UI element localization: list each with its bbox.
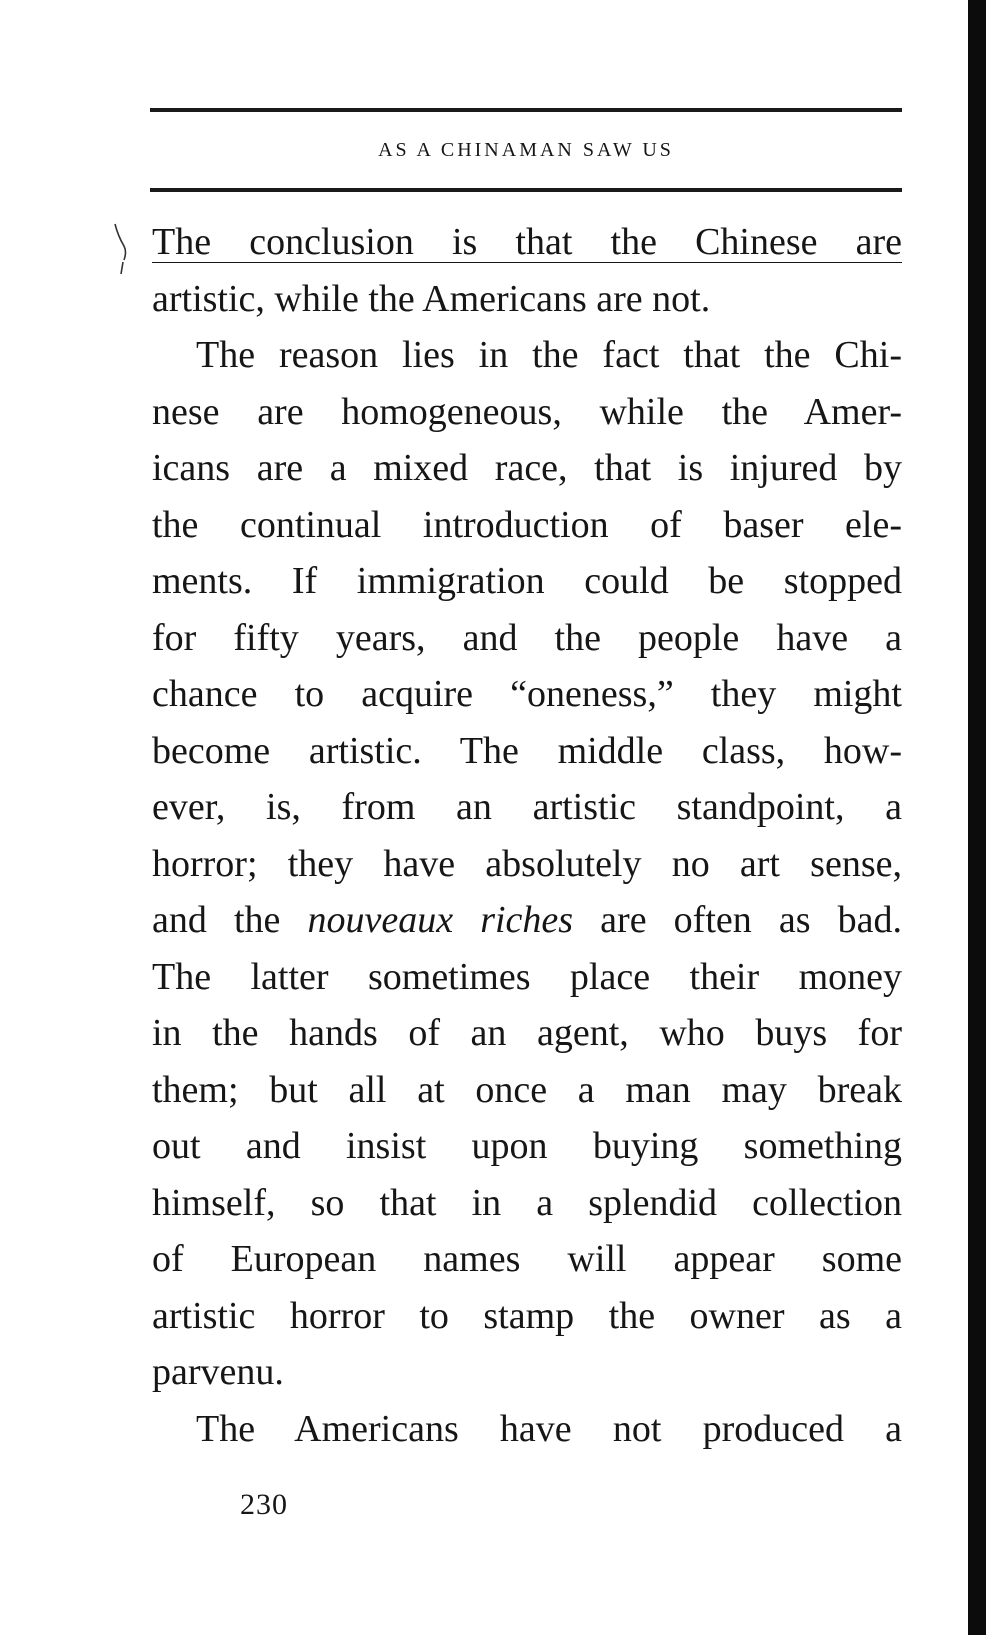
running-head: AS A CHINAMAN SAW US [378,139,674,161]
text-segment: are often as bad. [573,899,902,941]
text-segment: and the [152,899,308,941]
text-line: The Americans have not produced a [196,1407,902,1450]
italic-phrase: nouveaux riches [307,899,574,941]
top-rule [150,108,902,112]
text-line: them; but all at once a man may break [152,1068,902,1111]
text-line: out and insist upon buying something [152,1125,902,1167]
text-line: become artistic. The middle class, how- [152,729,902,772]
text-line: icans are a mixed race, that is injured by [152,447,902,489]
text-line: the continual introduction of baser ele- [152,503,902,546]
margin-pencil-mark-icon [112,222,132,292]
text-line: The reason lies in the fact that the Chi- [196,334,902,376]
text-line: himself, so that in a splendid collection [152,1181,902,1224]
text-line: ments. If immigration could be stopped [152,560,902,602]
text-line: of European names will appear some [152,1238,902,1280]
text-line: horror; they have absolutely no art sense, [152,842,902,885]
text-line: parvenu. [152,1351,284,1393]
text-line: artistic, while the Americans are not. [152,277,711,320]
text-line: nese are homogeneous, while the Amer- [152,390,902,433]
text-line: The conclusion is that the Chinese are [152,221,902,263]
page-edge [968,0,986,1635]
text-line: for fifty years, and the people have a [152,616,902,659]
page-number: 230 [240,1488,288,1521]
body-text [152,214,902,1457]
text-line: artistic horror to stamp the owner as a [152,1294,902,1337]
text-line: ever, is, from an artistic standpoint, a [152,786,902,828]
header-rule [150,188,902,192]
text-line-with-italic [152,892,902,949]
text-line: The latter sometimes place their money [152,955,902,998]
text-line: chance to acquire “oneness,” they might [152,673,902,715]
text-line: in the hands of an agent, who buys for [152,1012,902,1054]
